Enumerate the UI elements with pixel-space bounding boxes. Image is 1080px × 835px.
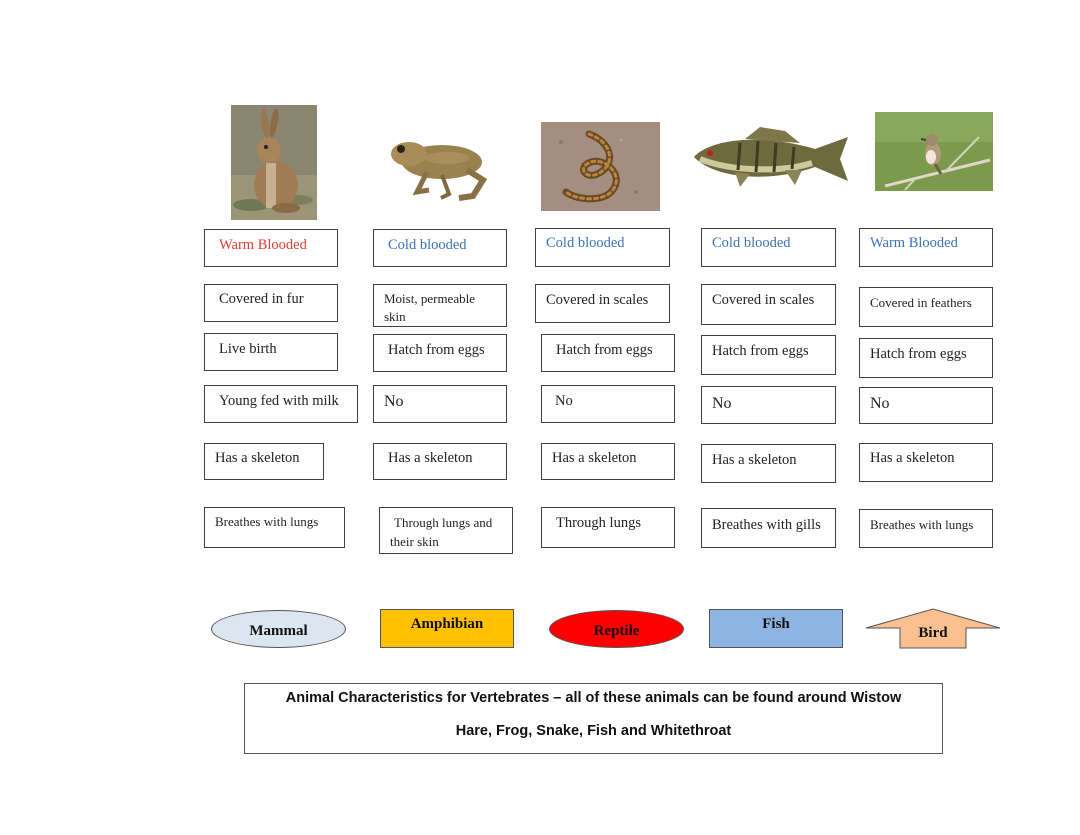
bird-up-arrow [865, 608, 1001, 649]
hare-milk-box [204, 385, 358, 423]
hare-breathing-text: Breathes with lungs [215, 514, 319, 529]
hare-birth-box [204, 333, 338, 371]
bird-breathing-box [859, 509, 993, 548]
frog-birth-text: Hatch from eggs [388, 342, 485, 358]
snake-blood-box [535, 228, 670, 267]
hare-photo [231, 105, 317, 220]
bird-milk-text: No [870, 395, 890, 412]
frog-breathing-box [379, 507, 513, 554]
snake-birth-box [541, 334, 675, 372]
fish-milk-text: No [712, 395, 732, 412]
caption-title: Animal Characteristics for Vertebrates – all of these animals can be found around Wistow [285, 690, 902, 706]
snake-covering-text: Covered in scales [546, 292, 649, 308]
snake-skeleton-box [541, 443, 675, 480]
hare-breathing-box [204, 507, 345, 548]
snake-breathing-text: Through lungs [556, 515, 641, 531]
bird-skeleton-text: Has a skeleton [870, 450, 955, 466]
frog-birth-box [373, 334, 507, 372]
frog-covering-box [373, 284, 507, 327]
snake-birth-text: Hatch from eggs [556, 342, 653, 358]
fish-rectangle [709, 609, 843, 648]
mammal-ellipse [211, 610, 346, 648]
fish-milk-box [701, 386, 836, 424]
fish-birth-box [701, 335, 836, 375]
fish-breathing-box [701, 508, 836, 548]
fish-covering-box [701, 284, 836, 325]
frog-covering-line1: Moist, permeable [384, 291, 475, 306]
snake-blood-text: Cold blooded [546, 235, 625, 251]
fish-covering-text: Covered in scales [712, 292, 815, 308]
bird-blood-text: Warm Blooded [870, 235, 958, 251]
frog-blood-box [373, 229, 507, 267]
amphibian-label: Amphibian [410, 616, 484, 632]
fish-photo [690, 125, 850, 192]
fish-breathing-text: Breathes with gills [712, 517, 821, 533]
bird-covering-text: Covered in feathers [870, 295, 972, 310]
fish-blood-box [701, 228, 836, 267]
bird-birth-text: Hatch from eggs [870, 346, 967, 362]
frog-skeleton-text: Has a skeleton [388, 450, 473, 466]
fish-skeleton-box [701, 444, 836, 483]
snake-milk-text: No [555, 393, 573, 409]
frog-breathing-line2: their skin [390, 534, 439, 549]
frog-photo [387, 130, 493, 205]
caption-box [244, 683, 943, 754]
hare-covering-box [204, 284, 338, 322]
fish-skeleton-text: Has a skeleton [712, 452, 797, 468]
frog-milk-text: No [384, 393, 404, 410]
hare-skeleton-text: Has a skeleton [215, 450, 300, 466]
frog-skeleton-box [373, 443, 507, 480]
bird-milk-box [859, 387, 993, 424]
snake-milk-box [541, 385, 675, 423]
reptile-ellipse [549, 610, 684, 648]
bird-covering-box [859, 287, 993, 327]
snake-covering-box [535, 284, 670, 323]
hare-blood-text: Warm Blooded [219, 237, 307, 253]
bird-blood-box [859, 228, 993, 267]
bird-label: Bird [918, 625, 948, 641]
frog-covering-line2: skin [384, 309, 406, 324]
snake-photo [541, 122, 660, 211]
frog-breathing-line1: Through lungs and [394, 515, 493, 530]
fish-birth-text: Hatch from eggs [712, 343, 809, 359]
mammal-label: Mammal [249, 622, 308, 639]
fish-label: Fish [762, 616, 790, 632]
snake-breathing-box [541, 507, 675, 548]
bird-skeleton-box [859, 443, 993, 482]
frog-blood-text: Cold blooded [388, 237, 467, 253]
hare-skeleton-box [204, 443, 324, 480]
frog-milk-box [373, 385, 507, 423]
hare-birth-text: Live birth [219, 341, 277, 357]
fish-blood-text: Cold blooded [712, 235, 791, 251]
hare-blood-box [204, 229, 338, 267]
bird-breathing-text: Breathes with lungs [870, 517, 974, 532]
caption-animal-list: Hare, Frog, Snake, Fish and Whitethroat [455, 723, 732, 739]
hare-milk-text: Young fed with milk [219, 393, 339, 409]
bird-birth-box [859, 338, 993, 378]
reptile-label: Reptile [593, 622, 640, 639]
hare-covering-text: Covered in fur [219, 291, 304, 307]
snake-skeleton-text: Has a skeleton [552, 450, 637, 466]
amphibian-rectangle [380, 609, 514, 648]
whitethroat-photo [875, 112, 993, 191]
